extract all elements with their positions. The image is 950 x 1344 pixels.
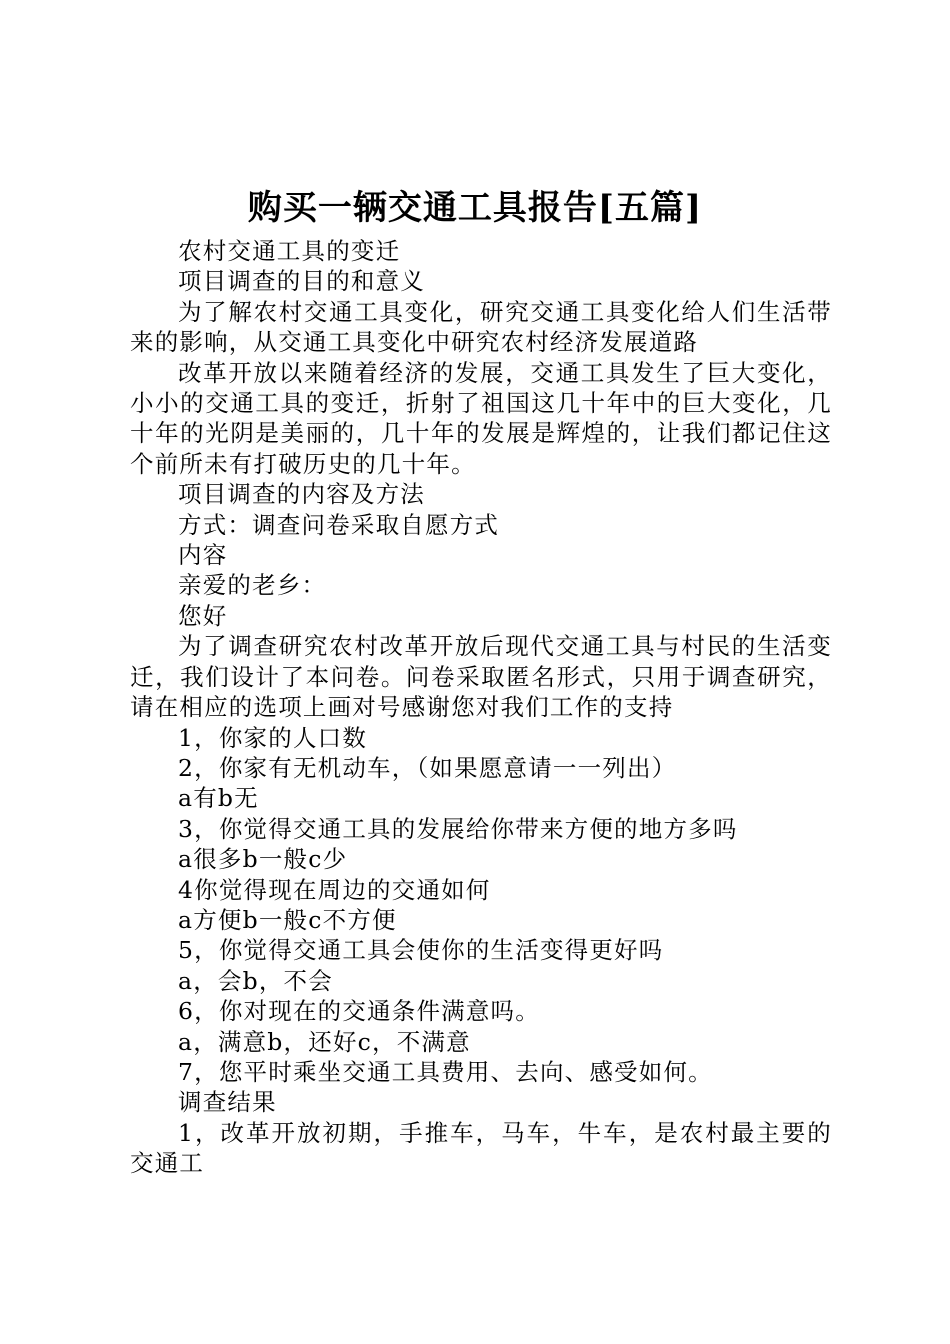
paragraph: 您好 (178, 601, 228, 630)
paragraph: 亲爱的老乡： (178, 571, 327, 600)
question-item: 1，你家的人口数 (178, 723, 368, 752)
answer-options: a方便b一般c不方便 (178, 905, 397, 934)
paragraph: 项目调查的内容及方法 (178, 480, 425, 509)
paragraph: 改革开放以来随着经济的发展，交通工具发生了巨大变化，小小的交通工具的变迁，折射了祖国这几十年中的巨大变化，几十年的光阴是美丽的，几十年的发展是辉煌的，让我们都记住这个前所未有打破历史的几十年。 (130, 358, 832, 478)
question-item: 6，你对现在的交通条件满意吗。 (178, 997, 540, 1026)
question-item: 3，你觉得交通工具的发展给你带来方便的地方多吗 (178, 814, 738, 843)
question-item: 7，您平时乘坐交通工具费用、去向、感受如何。 (178, 1057, 713, 1086)
paragraph: 为了调查研究农村改革开放后现代交通工具与村民的生活变迁，我们设计了本问卷。问卷采取匿名形式，只用于调查研究，请在相应的选项上画对号感谢您对我们工作的支持 (130, 632, 832, 722)
question-item: 2，你家有无机动车，（如果愿意请一一列出） (178, 753, 677, 782)
document-body (130, 236, 832, 1179)
question-item: 4你觉得现在周边的交通如何 (178, 875, 491, 904)
paragraph: 内容 (178, 541, 228, 570)
paragraph: 为了解农村交通工具变化，研究交通工具变化给人们生活带来的影响，从交通工具变化中研究农村经济发展道路 (130, 297, 832, 357)
paragraph: 1，改革开放初期，手推车，马车，牛车，是农村最主要的交通工 (130, 1118, 832, 1178)
paragraph: 农村交通工具的变迁 (178, 237, 401, 265)
answer-options: a有b无 (178, 784, 259, 813)
paragraph: 方式：调查问卷采取自愿方式 (178, 510, 500, 539)
answer-options: a，满意b，还好c，不满意 (178, 1027, 471, 1056)
question-item: 5，你觉得交通工具会使你的生活变得更好吗 (178, 936, 664, 965)
answer-options: a很多b一般c少 (178, 845, 348, 874)
answer-options: a，会b，不会 (178, 966, 333, 995)
section-heading: 调查结果 (178, 1088, 277, 1117)
paragraph: 项目调查的目的和意义 (178, 267, 425, 296)
document-title: 购买一辆交通工具报告[五篇] (247, 188, 703, 228)
